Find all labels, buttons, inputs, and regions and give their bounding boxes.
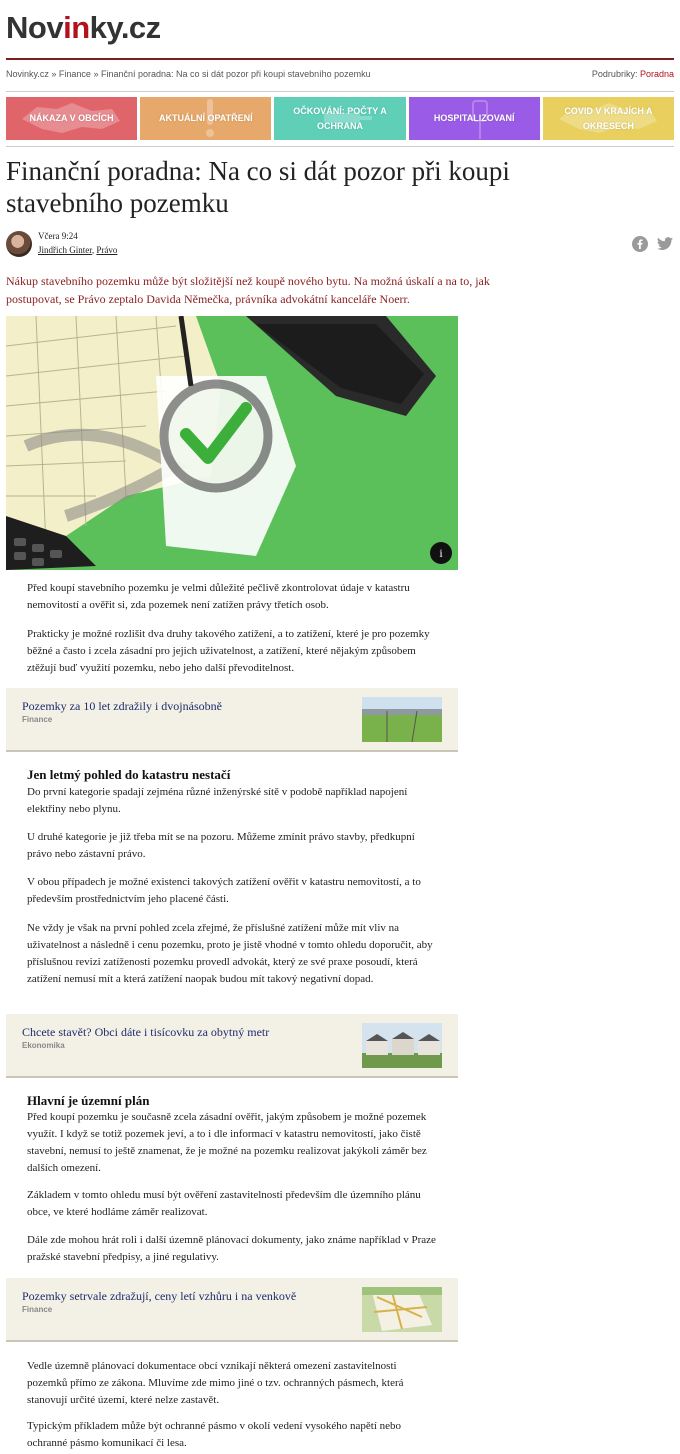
paragraph: Před koupí pozemku je současně zcela zásadní ověřit, jakým způsobem je možné pozemek využít. I když se totiž pozemek jeví, a to i dle informací v katastru nemovitostí, jako čistě stavební, nemusí to ještě znamenat, že je možné na pozemku realizovat jakýkoli záměr bez dalších omezení. (27, 1111, 427, 1174)
paragraph: Prakticky je možné rozlišit dva druhy takového zatížení, a to zatížení, které je pro pozemky běžné a často i zcela zásadní pro jejich uživatelnost, a zatížení, které nějakým způsobem ztěžují buď využití pozemku, nebo jeho další převoditelnost. (27, 628, 430, 674)
banner-aktualni-opatreni[interactable] (140, 97, 271, 140)
site-logo[interactable] (6, 10, 161, 46)
related-category: Finance (22, 715, 53, 724)
breadcrumb-current: Finanční poradna: Na co si dát pozor při koupi stavebního pozemku (100, 69, 371, 79)
article-title: Finanční poradna: Na co si dát pozor při koupi stavebního pozemku (6, 156, 510, 218)
author-avatar[interactable] (6, 231, 32, 257)
related-thumbnail (362, 1287, 442, 1332)
facebook-icon[interactable] (632, 236, 648, 252)
source-link[interactable]: Právo (96, 245, 118, 255)
hero-image[interactable] (6, 316, 458, 570)
related-article[interactable] (6, 1278, 458, 1342)
subrubriky (592, 69, 674, 79)
author-line: Jindřich Ginter, Právo (38, 245, 118, 255)
hero-illustration (6, 316, 458, 570)
twitter-icon[interactable] (657, 236, 673, 252)
related-title: Pozemky setrvale zdražují, ceny letí vzhůru i na venkově (22, 1289, 297, 1303)
logo-text-accent: in (63, 10, 90, 45)
banner-nakaza-v-obcich[interactable] (6, 97, 137, 140)
banner-covid-v-krajich[interactable] (543, 97, 674, 140)
banner-label: AKTUÁLNÍ OPATŘENÍ (158, 113, 253, 123)
paragraph: U druhé kategorie je již třeba mít se na pozoru. Můžeme zmínit právo stavby, předkupní právo nebo zástavní právo. (27, 831, 415, 860)
related-title: Chcete stavět? Obci dáte i tisícovku za obytný metr (22, 1025, 270, 1039)
breadcrumb-section[interactable]: Finance (58, 69, 91, 79)
breadcrumb-separator: » (93, 69, 99, 79)
paragraph: Typickým příkladem může být ochranné pásmo v okolí vedení vysokého napětí nebo ochranné pásmo komunikací či lesa. (27, 1420, 402, 1449)
paragraph: Vedle územně plánovací dokumentace obcí vznikají některá omezení zastavitelnosti pozemků přímo ze zákona. Mluvíme zde mimo jiné o tzv. ochranných pásmech, která stanovují určité území, které nelze zastavět. (27, 1360, 404, 1406)
related-article[interactable] (6, 688, 458, 752)
banner-divider (6, 146, 674, 147)
breadcrumb-home[interactable]: Novinky.cz (6, 69, 49, 79)
banner-label: COVID V KRAJÍCH A OKRESECH (564, 105, 653, 131)
paragraph: V obou případech je možné existenci takových zatížení ověřit v katastru nemovitostí, a to především prostřednictvím jeho placené části. (27, 876, 421, 905)
related-article[interactable] (6, 1014, 458, 1078)
header-divider (6, 58, 674, 60)
paragraph: Do první kategorie spadají zejména různé inženýrské sítě v podobě například napojení elektřiny nebo plynu. (27, 786, 408, 815)
article-lead: Nákup stavebního pozemku může být složitější než koupě nového bytu. Na možná úskalí a na to, jak postupovat, se Právo zeptalo Davida Němečka, právníka advokátní kanceláře Noerr. (6, 274, 490, 306)
related-thumbnail (362, 697, 442, 742)
related-title: Pozemky za 10 let zdražily i dvojnásobně (22, 699, 222, 713)
paragraph: Ne vždy je však na první pohled zcela zřejmé, že příslušné zatížení může mít vliv na uživatelnost a následně i cenu pozemku, proto je jistě vhodné v tomto ohledu doporučit, aby příslušnou revizi zatíženosti pozemku provedl advokát, který ze své praxe posoudí, která zatížení nemusí mít a která zatížení naopak budou mít takový negativní dopad. (27, 922, 433, 985)
publish-time: Včera 9:24 (38, 231, 78, 241)
subrubriky-link[interactable]: Poradna (639, 69, 674, 79)
breadcrumb (6, 69, 371, 79)
image-info-button[interactable]: i (430, 542, 452, 564)
banner-ockovani[interactable] (274, 97, 405, 140)
paragraph: Před koupí stavebního pozemku je velmi důležité pečlivě zkontrolovat údaje v katastru nemovitostí a ověřit si, zda pozemek není zatížen právy třetích osob. (27, 582, 410, 611)
related-category: Finance (22, 1305, 53, 1314)
covid-banner-row (6, 97, 674, 140)
related-thumbnail (362, 1023, 442, 1068)
section-heading: Jen letmý pohled do katastru nestačí (27, 767, 231, 782)
related-category: Ekonomika (22, 1041, 65, 1050)
paragraph: Základem v tomto ohledu musí být ověření zastavitelnosti především dle územního plánu obce, ve které hodláme záměr realizovat. (27, 1189, 421, 1218)
banner-label: OČKOVÁNÍ: POČTY A OCHRANA (293, 105, 387, 131)
breadcrumb-divider (6, 91, 674, 92)
banner-label: NÁKAZA V OBCÍCH (29, 113, 114, 123)
breadcrumb-separator: » (51, 69, 57, 79)
author-link[interactable]: Jindřich Ginter (38, 245, 92, 255)
logo-text-end: ky.cz (89, 10, 161, 45)
section-heading: Hlavní je územní plán (27, 1093, 150, 1108)
subrubriky-label: Podrubriky: (591, 69, 638, 79)
logo-text-start: Nov (6, 10, 64, 45)
banner-hospitalizovani[interactable] (409, 97, 540, 140)
banner-label: HOSPITALIZOVANÍ (433, 113, 515, 123)
paragraph: Dále zde mohou hrát roli i další územně plánovací dokumenty, jako známe například v Praze pražské stavební předpisy, a jiné regulativy. (27, 1234, 436, 1263)
